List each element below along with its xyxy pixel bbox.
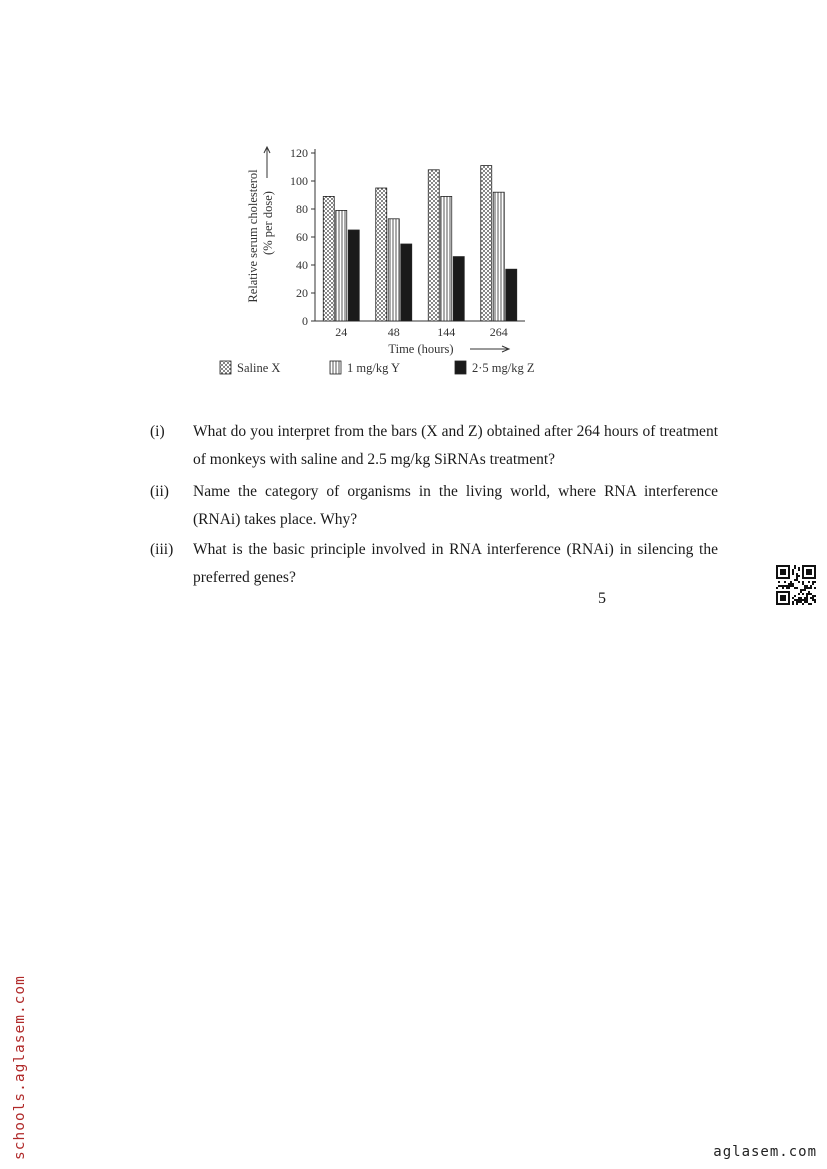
question-text: Name the category of organisms in the living world, where RNA interference (RNAi) takes place. Why? (193, 483, 718, 528)
question-number: (i) (150, 423, 165, 440)
legend-swatch (330, 361, 341, 374)
bar-1mg-y-264 (493, 192, 504, 321)
bar-saline-x-48 (376, 188, 387, 321)
question-number: (ii) (150, 483, 169, 500)
cholesterol-bar-chart (215, 138, 575, 393)
y-axis-label-line2: (% per dose) (261, 191, 275, 255)
bar-1mg-y-24 (336, 210, 347, 321)
question-text: What do you interpret from the bars (X and Z) obtained after 264 hours of treatment of monkeys with saline and 2.5 mg/kg SiRNAs treatment? (193, 423, 718, 468)
y-tick-label: 120 (290, 146, 308, 160)
bar-1mg-y-48 (388, 219, 399, 321)
side-watermark: schools.aglasem.com (12, 975, 28, 1160)
question-number: (iii) (150, 541, 174, 558)
y-tick-label: 40 (296, 258, 308, 272)
bar-2-5mg-z-24 (348, 230, 359, 321)
legend (220, 361, 535, 375)
x-tick-label: 144 (437, 325, 456, 339)
page-number: 5 (598, 590, 606, 607)
x-axis-arrow (470, 346, 509, 352)
bar-2-5mg-z-264 (506, 269, 517, 321)
legend-swatch (455, 361, 466, 374)
bar-saline-x-24 (323, 196, 334, 321)
x-tick-label: 48 (387, 325, 400, 339)
legend-label: 1 mg/kg Y (347, 361, 401, 375)
legend-label: 2·5 mg/kg Z (472, 361, 535, 375)
bar-saline-x-264 (481, 166, 492, 321)
bar-1mg-y-144 (441, 196, 452, 321)
footer-watermark: aglasem.com (713, 1144, 817, 1160)
x-axis-label: Time (hours) (388, 342, 454, 356)
legend-swatch (220, 361, 231, 374)
bar-2-5mg-z-144 (453, 257, 464, 321)
y-axis-label-line1: Relative serum cholesterol (246, 169, 260, 303)
x-tick-label: 24 (335, 325, 348, 339)
y-tick-label: 80 (296, 202, 308, 216)
y-tick-label: 100 (290, 174, 308, 188)
bar-saline-x-144 (428, 170, 439, 321)
question-text: What is the basic principle involved in RNA interference (RNAi) in silencing the preferred genes? (193, 541, 718, 586)
y-tick-label: 20 (296, 286, 308, 300)
y-tick-label: 0 (302, 314, 308, 328)
legend-label: Saline X (237, 361, 281, 375)
x-tick-label: 264 (489, 325, 508, 339)
y-tick-label: 60 (296, 230, 308, 244)
qr-code-icon (776, 565, 816, 605)
bar-2-5mg-z-48 (401, 244, 412, 321)
y-axis-arrow (264, 147, 270, 178)
